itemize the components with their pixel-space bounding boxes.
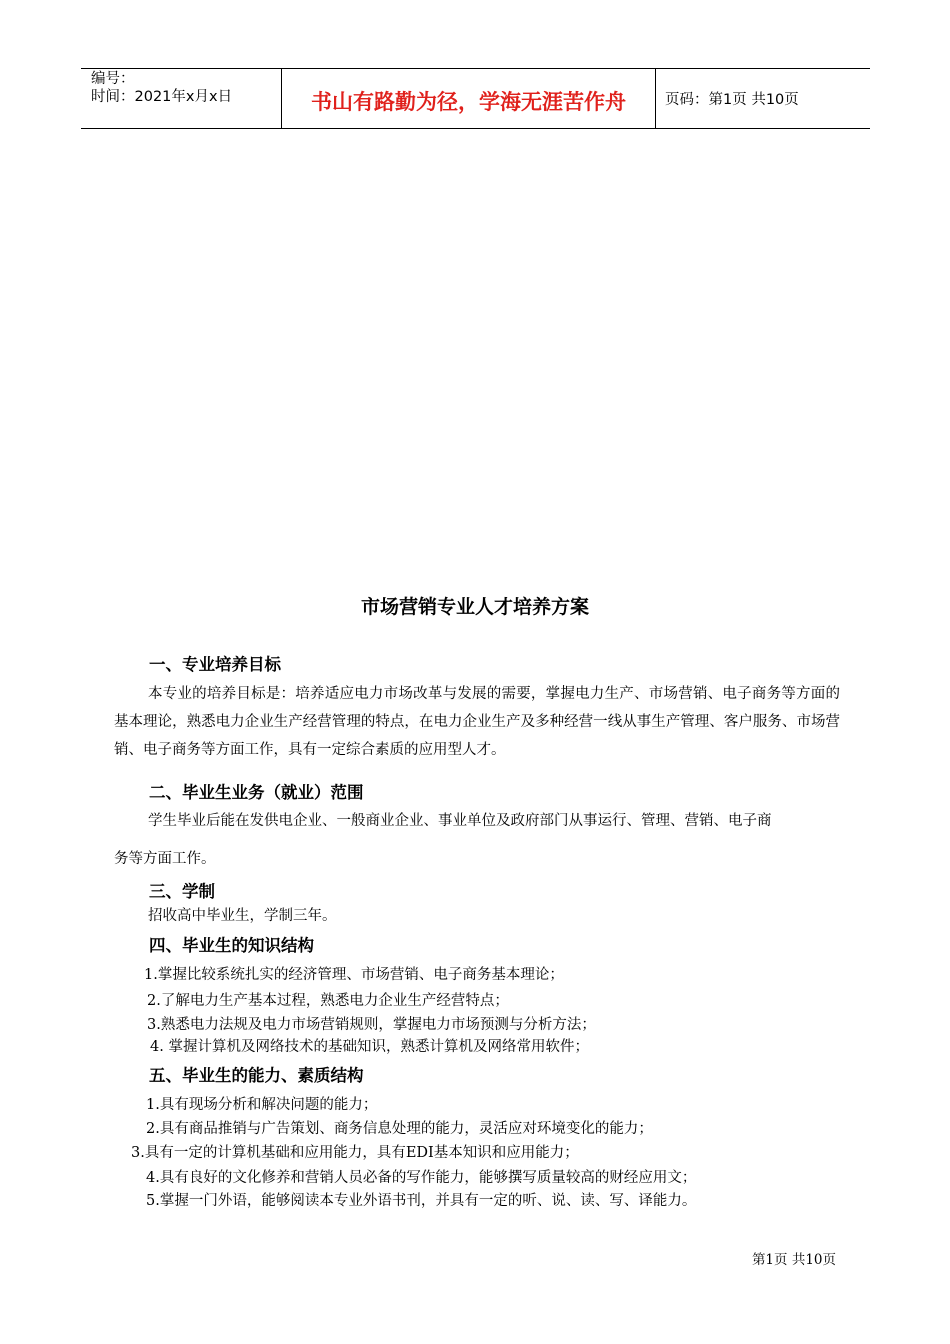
header-page-cell (656, 69, 870, 128)
time-label: 时间：2021年x月x日 (91, 89, 233, 105)
section-5-heading: 五、毕业生的能力、素质结构 (149, 1066, 364, 1085)
list-item: 3.熟悉电力法规及电力市场营销规则，掌握电力市场预测与分析方法； (147, 1017, 596, 1033)
section-4-heading: 四、毕业生的知识结构 (149, 936, 314, 955)
list-item: 2.具有商品推销与广告策划、商务信息处理的能力，灵活应对环境变化的能力； (146, 1121, 653, 1137)
list-item: 1.具有现场分析和解决问题的能力； (146, 1097, 378, 1113)
section-1-body: 本专业的培养目标是：培养适应电力市场改革与发展的需要，掌握电力生产、市场营销、电子商务等方面的基本理论，熟悉电力企业生产经营管理的特点，在电力企业生产及多种经营一线从事生产管理、客户服务、市场营销、电子商务等方面工作，具有一定综合素质的应用型人才。 (114, 686, 840, 758)
header-motto-cell (282, 69, 656, 128)
section-2-heading: 二、毕业生业务（就业）范围 (149, 783, 364, 802)
page-header (81, 68, 870, 129)
section-1-heading: 一、专业培养目标 (149, 655, 281, 674)
page-footer: 第1页 共10页 (751, 1252, 836, 1268)
header-motto: 书山有路勤为径，学海无涯苦作舟 (311, 89, 626, 114)
header-page-info: 页码：第1页 共10页 (665, 92, 799, 108)
serial-label: 编号： (91, 71, 135, 87)
header-meta (81, 69, 282, 128)
section-3-heading: 三、学制 (149, 882, 215, 901)
list-item: 5.掌握一门外语，能够阅读本专业外语书刊，并具有一定的听、说、读、写、译能力。 (146, 1193, 697, 1209)
list-item: 3.具有一定的计算机基础和应用能力，具有EDI基本知识和应用能力； (131, 1145, 579, 1161)
document-title: 市场营销专业人才培养方案 (360, 596, 589, 618)
list-item: 2.了解电力生产基本过程，熟悉电力企业生产经营特点； (147, 993, 509, 1009)
list-item: 4. 掌握计算机及网络技术的基础知识，熟悉计算机及网络常用软件； (150, 1039, 589, 1055)
list-item: 1.掌握比较系统扎实的经济管理、市场营销、电子商务基本理论； (144, 967, 564, 983)
section-2-line-2: 务等方面工作。 (114, 851, 216, 867)
list-item: 4.具有良好的文化修养和营销人员必备的写作能力，能够撰写质量较高的财经应用文； (146, 1170, 697, 1186)
section-2-line-1: 学生毕业后能在发供电企业、一般商业企业、事业单位及政府部门从事运行、管理、营销、电子商 (148, 813, 772, 829)
section-3-body: 招收高中毕业生，学制三年。 (148, 908, 337, 924)
